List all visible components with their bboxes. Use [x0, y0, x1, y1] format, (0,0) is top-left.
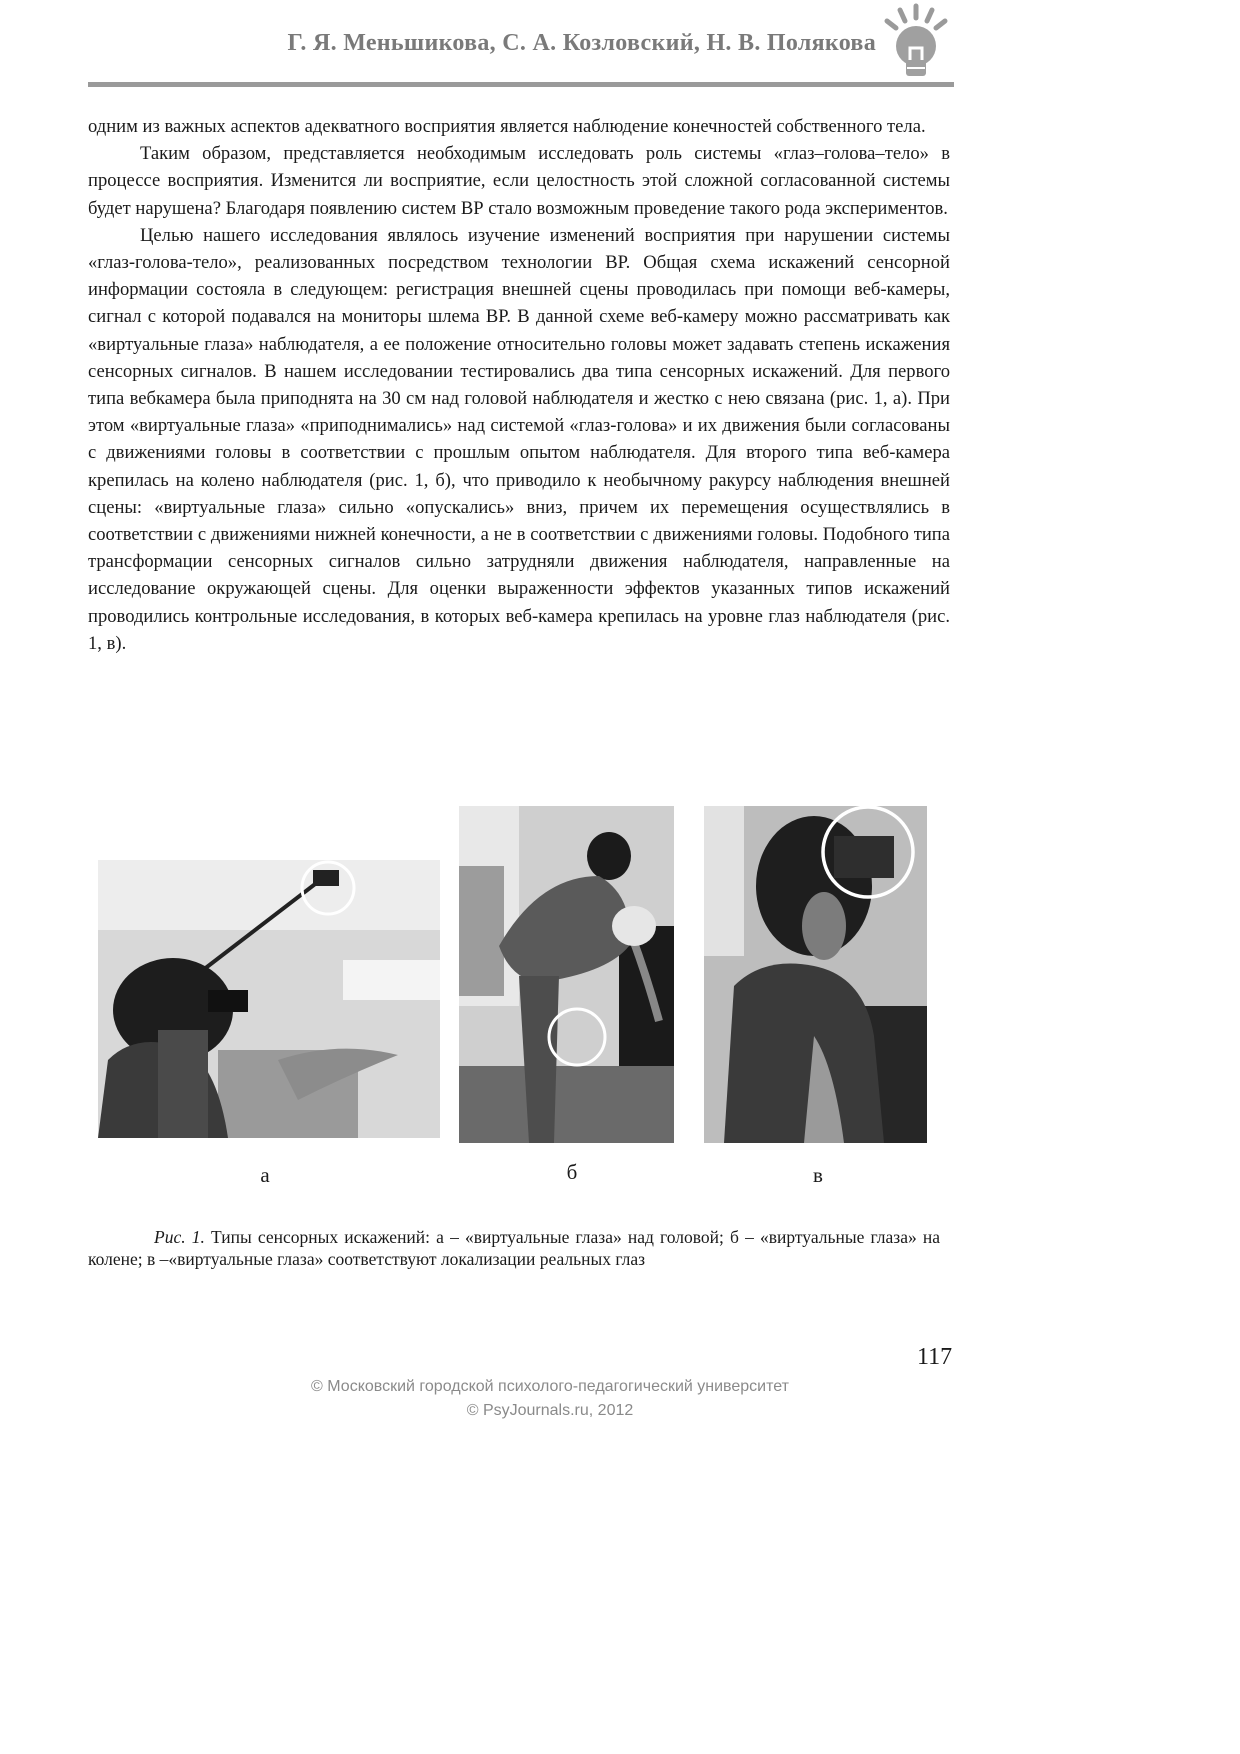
figure-photo-a [98, 860, 440, 1138]
paragraph: Целью нашего исследования являлось изучение изменений восприятия при нарушении системы «глаз-голова-тело», реализованных посредством технологии ВР. Общая схема искажений сенсорной информации состояла в следующем: регистрация внешней сцены проводилась при помощи веб-камеры, сигнал с которой подавался на мониторы шлема ВР. В данной схеме веб-камеру можно рассматривать как «виртуальные глаза» наблюдателя, а ее положение относительно головы может задавать степень искажения сенсорных сигналов. В нашем исследовании тестировались два типа сенсорных искажений. Для первого типа вебкамера была приподнята на 30 см над головой наблюдателя и жестко с нею связана (рис. 1, а). При этом «виртуальные глаза» «приподнимались» над системой «глаз-голова» и их движения были согласованы с движениями головы в соответствии с прошлым опытом наблюдателя. Для второго типа веб-камера крепилась на колено наблюдателя (рис. 1, б), что приводило к необычному ракурсу наблюдения внешней сцены: «виртуальные глаза» сильно «опускались» вниз, причем их перемещения осуществлялись в соответствии с движениями нижней конечности, а не в соответствии с движениями головы. Подобного типа трансформации сенсорных сигналов сильно затрудняли движения наблюдателя, направленные на исследование окружающей сцены. Для оценки выраженности эффектов указанных типов искажений проводились контрольные исследования, в которых веб-камера крепилась на уровне глаз наблюдателя (рис. 1, в). [88, 224, 950, 654]
footer-copyright-line1: © Московский городской психолого-педагогический университет [311, 1378, 789, 1395]
footer-copyright-line2: © PsyJournals.ru, 2012 [466, 1402, 634, 1419]
page-number: 117 [917, 1344, 953, 1370]
body-text [88, 113, 950, 657]
figure-label-c: в [813, 1163, 823, 1187]
page-header [88, 0, 954, 92]
caption-label: Рис. 1. [154, 1227, 205, 1247]
figure-label-b: б [566, 1160, 578, 1184]
figure-caption [88, 1226, 940, 1270]
highlight-circle [298, 858, 358, 918]
paragraph: одним из важных аспектов адекватного восприятия является наблюдение конечностей собственного тела. [88, 116, 926, 137]
lightbulb-icon [880, 2, 952, 80]
figure-photo-b [459, 806, 674, 1143]
highlight-circle [818, 802, 918, 902]
header-rule [88, 82, 954, 87]
highlight-circle [545, 1005, 609, 1069]
figure-label-a: а [260, 1163, 270, 1187]
header-authors: Г. Я. Меньшикова, С. А. Козловский, Н. В. Полякова [287, 30, 876, 56]
caption-text: Типы сенсорных искажений: а – «виртуальные глаза» над головой; б – «виртуальные глаза» на колене; в –«виртуальные глаза» соответствуют локализации реальных глаз [88, 1227, 940, 1269]
paragraph: Таким образом, представляется необходимым исследовать роль системы «глаз–голова–тело» в процессе восприятия. Изменится ли восприятие, если целостность этой сложной согласованной системы будет нарушена? Благодаря появлению систем ВР стало возможным проведение такого рода экспериментов. [88, 143, 950, 219]
